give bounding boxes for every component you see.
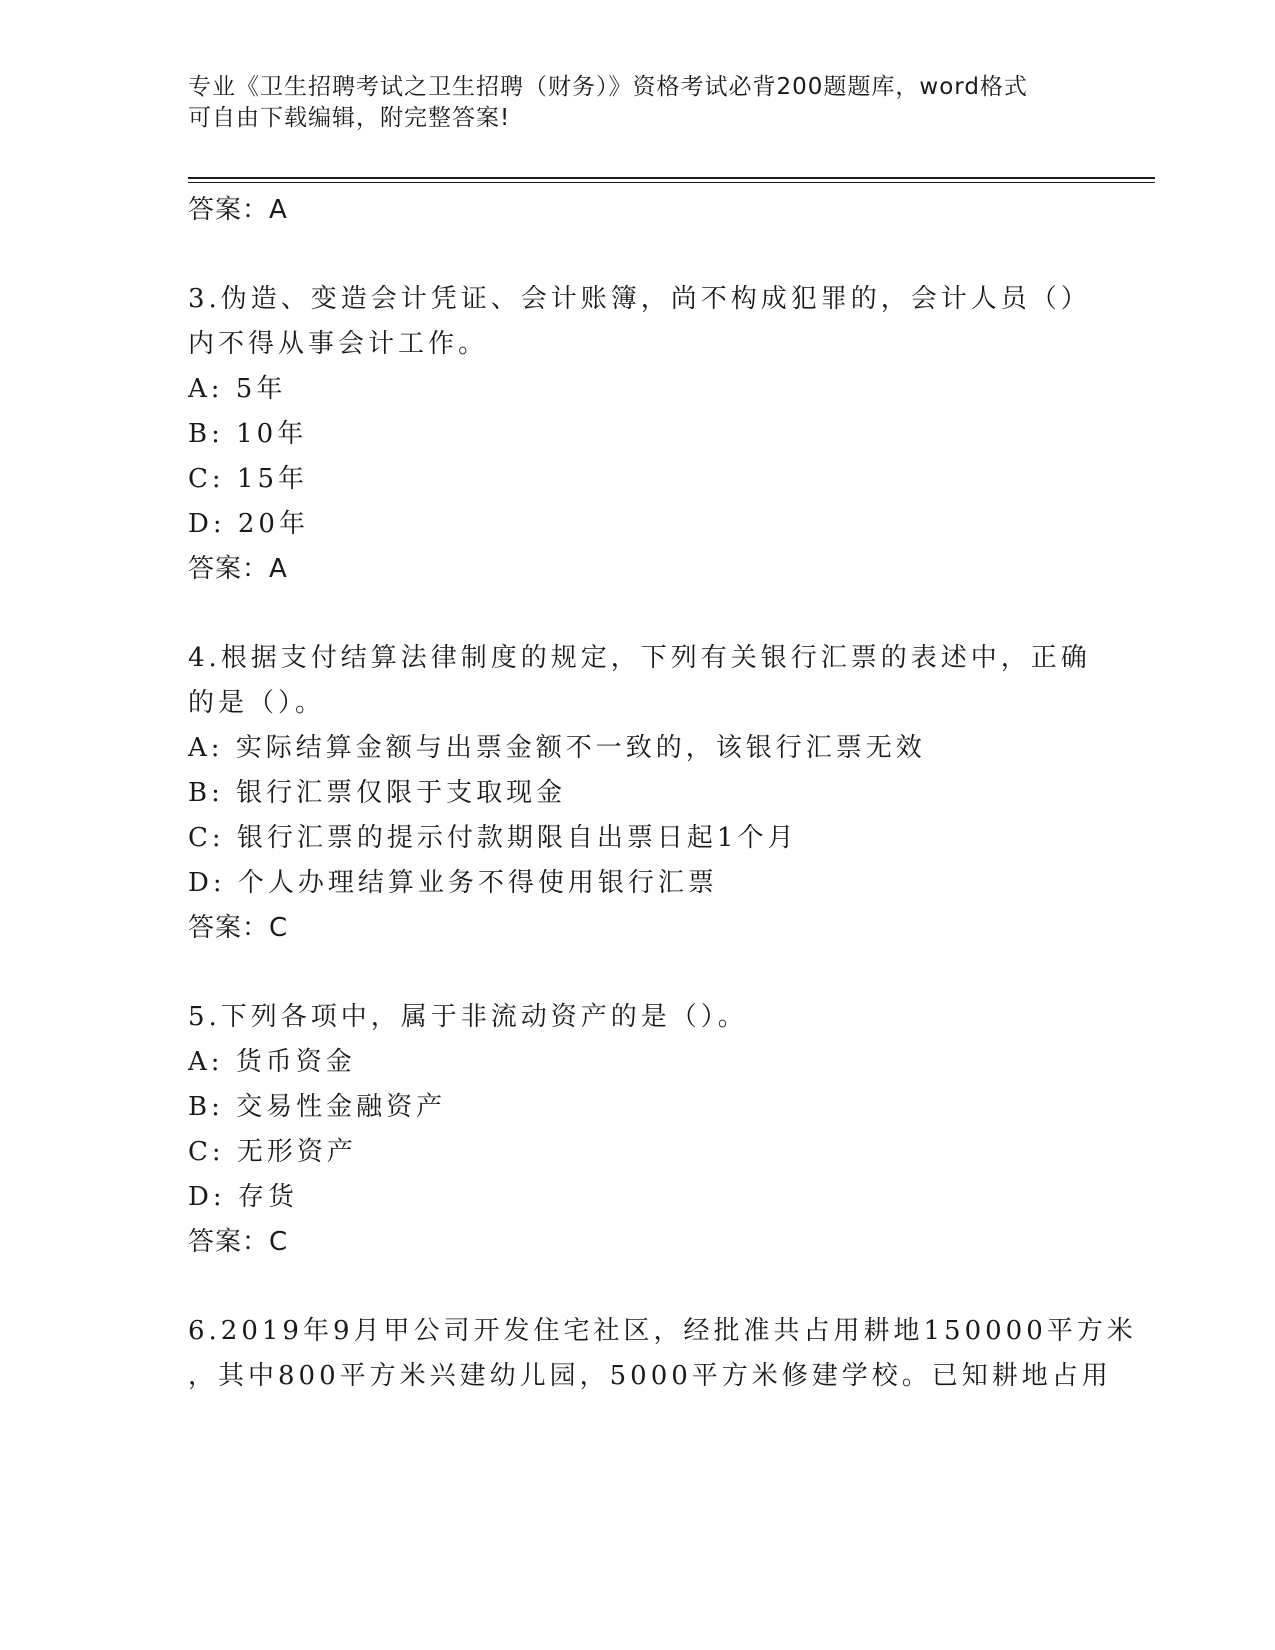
option-c: C: 15年 bbox=[188, 464, 309, 494]
option-b: B: 银行汇票仅限于支取现金 bbox=[188, 778, 567, 808]
question-text-line: 的是（）。 bbox=[188, 688, 326, 718]
option-c: C: 无形资产 bbox=[188, 1137, 357, 1167]
question-text-line: 5.下列各项中，属于非流动资产的是（）。 bbox=[188, 1002, 748, 1032]
header-title-line-1: 专业《卫生招聘考试之卫生招聘（财务）》资格考试必背200题题库，word格式 bbox=[188, 74, 1028, 100]
header-divider-thin bbox=[188, 182, 1155, 183]
question-block bbox=[188, 995, 1148, 1265]
question-block bbox=[188, 636, 1148, 951]
question-text bbox=[188, 277, 1091, 367]
option-b: B: 10年 bbox=[188, 419, 308, 449]
question-text-line: ，其中800平方米兴建幼儿园，5000平方米修建学校。已知耕地占用 bbox=[188, 1361, 1112, 1391]
question-block bbox=[188, 1309, 1148, 1399]
question-text bbox=[188, 636, 1091, 726]
question-text-line: 3.伪造、变造会计凭证、会计账簿，尚不构成犯罪的，会计人员（） bbox=[188, 284, 1091, 314]
spacer bbox=[188, 592, 1148, 636]
spacer bbox=[188, 951, 1148, 995]
option-c: C: 银行汇票的提示付款期限自出票日起1个月 bbox=[188, 823, 798, 853]
question-text bbox=[188, 995, 1088, 1040]
question-list bbox=[188, 188, 1148, 1399]
header-title-line-2: 可自由下载编辑，附完整答案! bbox=[188, 105, 511, 131]
answer-line: 答案：C bbox=[188, 1227, 289, 1257]
answer-line: 答案：A bbox=[188, 195, 288, 225]
question-text-line: 6.2019年9月甲公司开发住宅社区，经批准共占用耕地150000平方米 bbox=[188, 1316, 1137, 1346]
answer-line: 答案：C bbox=[188, 913, 289, 943]
option-a: A: 实际结算金额与出票金额不一致的，该银行汇票无效 bbox=[188, 733, 926, 763]
option-a: A: 货币资金 bbox=[188, 1047, 356, 1077]
question-block bbox=[188, 277, 1148, 592]
spacer bbox=[188, 233, 1148, 277]
document-header bbox=[188, 72, 1068, 134]
option-d: D: 存货 bbox=[188, 1182, 298, 1212]
option-d: D: 个人办理结算业务不得使用银行汇票 bbox=[188, 868, 718, 898]
question-text-line: 4.根据支付结算法律制度的规定，下列有关银行汇票的表述中，正确 bbox=[188, 643, 1091, 673]
question-text-line: 内不得从事会计工作。 bbox=[188, 329, 489, 359]
spacer bbox=[188, 1265, 1148, 1309]
option-d: D: 20年 bbox=[188, 509, 309, 539]
answer-line: 答案：A bbox=[188, 554, 288, 584]
question-text bbox=[188, 1309, 1137, 1399]
header-divider-thick bbox=[188, 177, 1155, 179]
option-a: A: 5年 bbox=[188, 374, 287, 404]
option-b: B: 交易性金融资产 bbox=[188, 1092, 447, 1122]
